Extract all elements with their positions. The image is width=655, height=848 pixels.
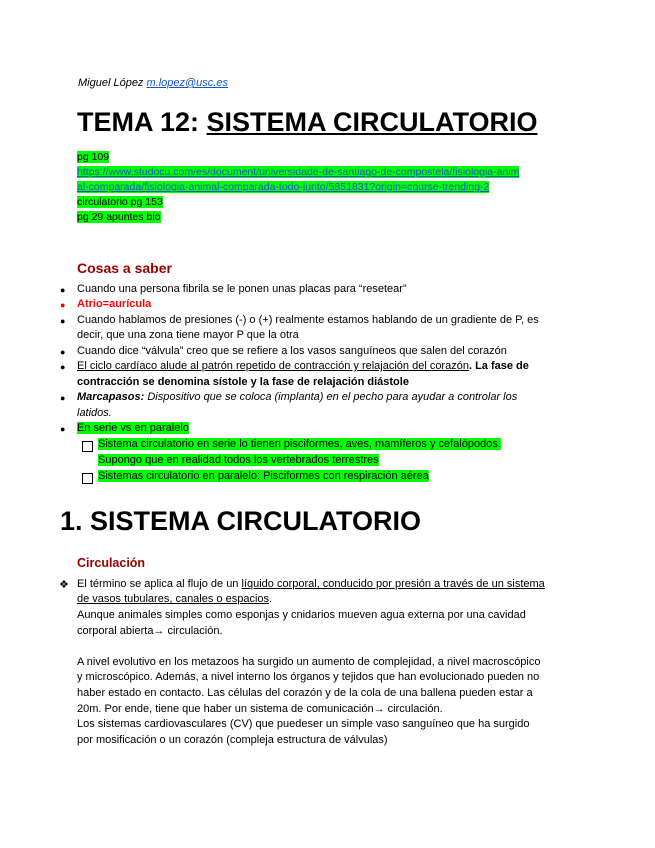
bullet-dot-icon: ● [60,285,66,295]
page-title [77,107,538,138]
author-email-link[interactable]: m.lopez@usc.es [146,77,228,89]
bullet-3-line-2: decir, que una zona tiene mayor P que la otra [77,329,299,341]
cosas-heading: Cosas a saber [77,260,172,276]
checkbox-1[interactable] [82,441,93,452]
bullet-5-line-2: contracción se denomina sístole y la fase de relajación diástole [77,376,409,388]
circulacion-heading: Circulación [77,556,146,570]
bullet-dot-icon: ● [60,316,66,326]
ref-link-line-1[interactable]: https://www.studocu.com/es/document/universidade-de-santiago-de-compostela/fisiologia-anim [77,166,520,178]
title-prefix: TEMA 12: [77,107,207,137]
para-2-line-2: corporal abierta→ circulación. [77,625,223,637]
bullet-1: Cuando una persona fibrila se le ponen unas placas para “resetear” [77,283,407,295]
para-3-line-1: A nivel evolutivo en los metazoos ha surgido un aumento de complejidad, a nivel macroscópico [77,656,541,668]
bullet-dot-icon: ● [60,393,66,403]
author-line [78,77,228,89]
para-2-line-1: Aunque animales simples como esponjas y cnidarios mueven agua externa por una cavidad [77,609,526,621]
author-name: Miguel López [78,77,144,89]
section-1-heading: 1. SISTEMA CIRCULATORIO [60,506,422,536]
para-3-line-2: y microscópico. Además, a nivel interno los órganos y tejidos que han evolucionado pueden no [77,671,540,683]
para-3-line-5: Los sistemas cardiovasculares (CV) que puedeser un simple vaso sanguíneo que ha surgido [77,718,530,730]
bullet-7: En serie vs en paralelo [77,422,189,434]
title-main: SISTEMA CIRCULATORIO [206,107,538,137]
para-3-line-3: haber estado en contacto. Las células del corazón y de la cola de una ballena pueden estar a [77,687,533,699]
bullet-2: Atrio=aurícula [77,298,152,310]
ref-line-1: pg 109 [77,151,110,163]
bullet-6-line-1: Marcapasos: Dispositivo que se coloca (implanta) en el pecho para ayudar a controlar los [77,391,518,403]
check-item-1-line-1: Sistema circulatorio en serie lo tienen pisciformes, aves, mamíferos y cefalópodos. [98,438,501,450]
para-1-line-1: El término se aplica al flujo de un líquido corporal, conducido por presión a través de un sistema [77,578,545,590]
para-1-line-2: de vasos tubulares, canales o espacios. [77,593,273,605]
bullet-dot-icon: ● [60,424,66,434]
ref-line-3: pg 29 apuntes bio [77,211,161,223]
bullet-5-line-1: El ciclo cardíaco alude al patrón repetido de contracción y relajación del corazón. La fase de [77,360,529,372]
para-3-line-4: 20m. Por ende, tiene que haber un sistema de comunicación→ circulación. [77,703,443,715]
diamond-bullet-icon: ❖ [59,579,69,591]
para-3-line-6: por mosificación o un corazón (compleja estructura de válvulas) [77,734,388,746]
check-item-2: Sistemas circulatorio en paralelo: Pisciformes con respiración aérea [98,470,429,482]
ref-line-2: circulatorio pg 153 [77,196,163,208]
bullet-6-line-2: latidos. [77,407,112,419]
bullet-3-line-1: Cuando hablamos de presiones (-) o (+) realmente estamos hablando de un gradiente de P, es [77,314,539,326]
check-item-1-line-2: Supongo que en realidad todos los vertebrados terrestres [98,454,379,466]
bullet-dot-icon: ● [60,362,66,372]
bullet-4: Cuando dice “válvula” creo que se refiere a los vasos sanguíneos que salen del corazón [77,345,507,357]
bullet-dot-icon: ● [60,347,66,357]
checkbox-2[interactable] [82,473,93,484]
ref-link-line-2[interactable]: al-comparada/fisiologia-animal-comparada-todo-junto/5851831?origin=course-trending-2 [77,181,490,193]
bullet-dot-icon: ● [60,300,66,310]
